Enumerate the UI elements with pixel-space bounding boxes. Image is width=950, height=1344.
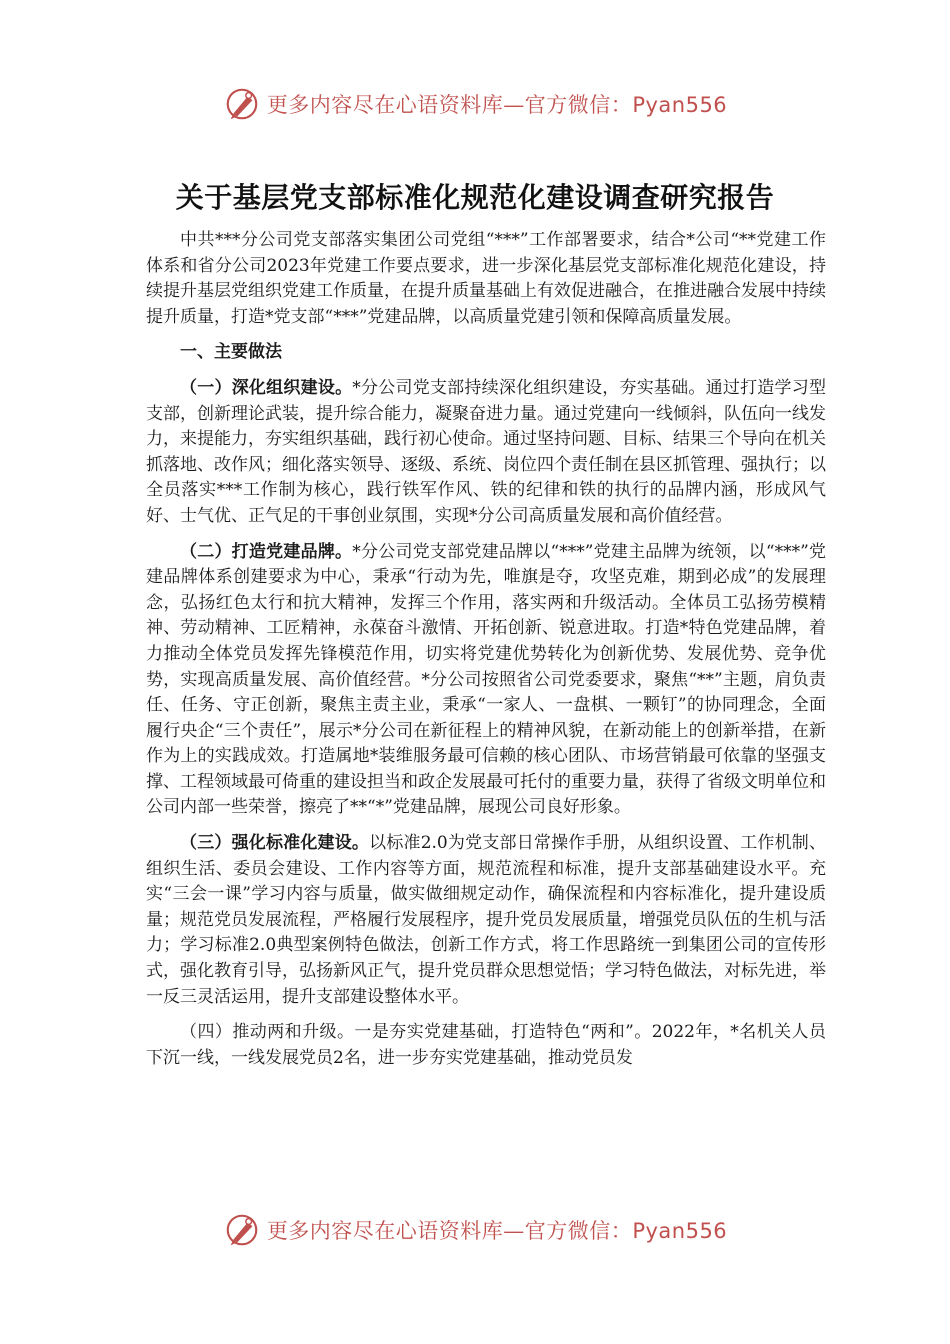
banner-text	[267, 89, 727, 119]
section-lead-1: （一）深化组织建设。	[180, 377, 353, 398]
section-heading: 一、主要做法	[180, 342, 282, 363]
section-body-4: （四）推动两和升级。一是夯实党建基础，打造特色“两和”。2022年，*名机关人员下沉一线，一线发展党员2名，进一步夯实党建基础，推动党员发	[146, 1022, 826, 1068]
pen-nib-logo-icon	[223, 1211, 261, 1249]
pen-nib-logo-icon	[223, 85, 261, 123]
footer-banner	[0, 1208, 950, 1252]
banner-wechat-id: Pyan556	[632, 1219, 728, 1243]
section-body-1: *分公司党支部持续深化组织建设，夯实基础。通过打造学习型支部，创新理论武装，提升综合能力，凝聚奋进力量。通过党建向一线倾斜，队伍向一线发力，来提能力，夯实组织基础，践行初心使命。通过坚持问题、目标、结果三个导向在机关抓落地、改作风；细化落实领导、逐级、系统、岗位四个责任制在县区抓管理、强执行；以全员落实***工作制为核心，践行铁军作风、铁的纪律和铁的执行的品牌内涵，形成风气好、士气优、正气足的干事创业氛围，实现*分公司高质量发展和高价值经营。	[146, 377, 826, 526]
section-lead-3: （三）强化标准化建设。	[180, 833, 370, 854]
section-paragraph-4	[146, 1020, 826, 1071]
section-paragraph-1	[146, 376, 826, 530]
header-banner	[0, 82, 950, 126]
section-body-2: *分公司党支部党建品牌以“***”党建主品牌为统领，以“***”党建品牌体系创建要求为中心，秉承“行动为先，唯旗是夺，攻坚克难，期到必成”的发展理念，弘扬红色太行和抗大精神，发挥三个作用，落实两和升级活动。全体员工弘扬劳模精神、劳动精神、工匠精神，永葆奋斗激情、开拓创新、锐意进取。打造*特色党建品牌，着力推动全体党员发挥先锋模范作用，切实将党建优势转化为创新优势、发展优势、竞争优势，实现高质量发展、高价值经营。*分公司按照省公司党委要求，聚焦“**”主题，肩负责任、任务、守正创新，聚焦主责主业，秉承“一家人、一盘棋、一颗钉”的协同理念，全面履行央企“三个责任”，展示*分公司在新征程上的精神风貌，在新动能上的创新举措，在新作为上的实践成效。打造属地*装维服务最可信赖的核心团队、市场营销最可依靠的坚强支撑、工程领域最可倚重的建设担当和政企发展最可托付的重要力量，获得了省级文明单位和公司内部一些荣誉，擦亮了**“*”党建品牌，展现公司良好形象。	[146, 541, 827, 818]
intro-paragraph: 中共***分公司党支部落实集团公司党组“***”工作部署要求，结合*公司“**党建工作体系和省分公司2023年党建工作要点要求，进一步深化基层党支部标准化规范化建设，持续提升基层党组织党建工作质量，在提升质量基础上有效促进融合，在推进融合发展中持续提升质量，打造*党支部“***”党建品牌，以高质量党建引领和保障高质量发展。	[146, 230, 826, 327]
section-body-3: 以标准2.0为党支部日常操作手册，从组织设置、工作机制、组织生活、委员会建设、工作内容等方面，规范流程和标准，提升支部基础建设水平。充实“三会一课”学习内容与质量，做实做细规定动作，确保流程和内容标准化，提升建设质量；规范党员发展流程，严格履行发展程序，提升党员发展质量，增强党员队伍的生机与活力；学习标准2.0典型案例特色做法，创新工作方式，将工作思路统一到集团公司的宣传形式，强化教育引导，弘扬新风正气，提升党员群众思想觉悟；学习特色做法，对标先进，举一反三灵活运用，提升支部建设整体水平。	[146, 833, 826, 1007]
banner-text	[267, 1215, 727, 1245]
banner-wechat-id: Pyan556	[632, 93, 728, 117]
section-lead-2: （二）打造党建品牌。	[180, 541, 353, 562]
document-body	[146, 228, 826, 1081]
document-title: 关于基层党支部标准化规范化建设调查研究报告	[175, 181, 775, 214]
section-paragraph-3	[146, 831, 826, 1010]
banner-main-text: 更多内容尽在心语资料库—官方微信：	[266, 1219, 633, 1243]
section-paragraph-2	[146, 540, 826, 822]
banner-main-text: 更多内容尽在心语资料库—官方微信：	[266, 93, 633, 117]
